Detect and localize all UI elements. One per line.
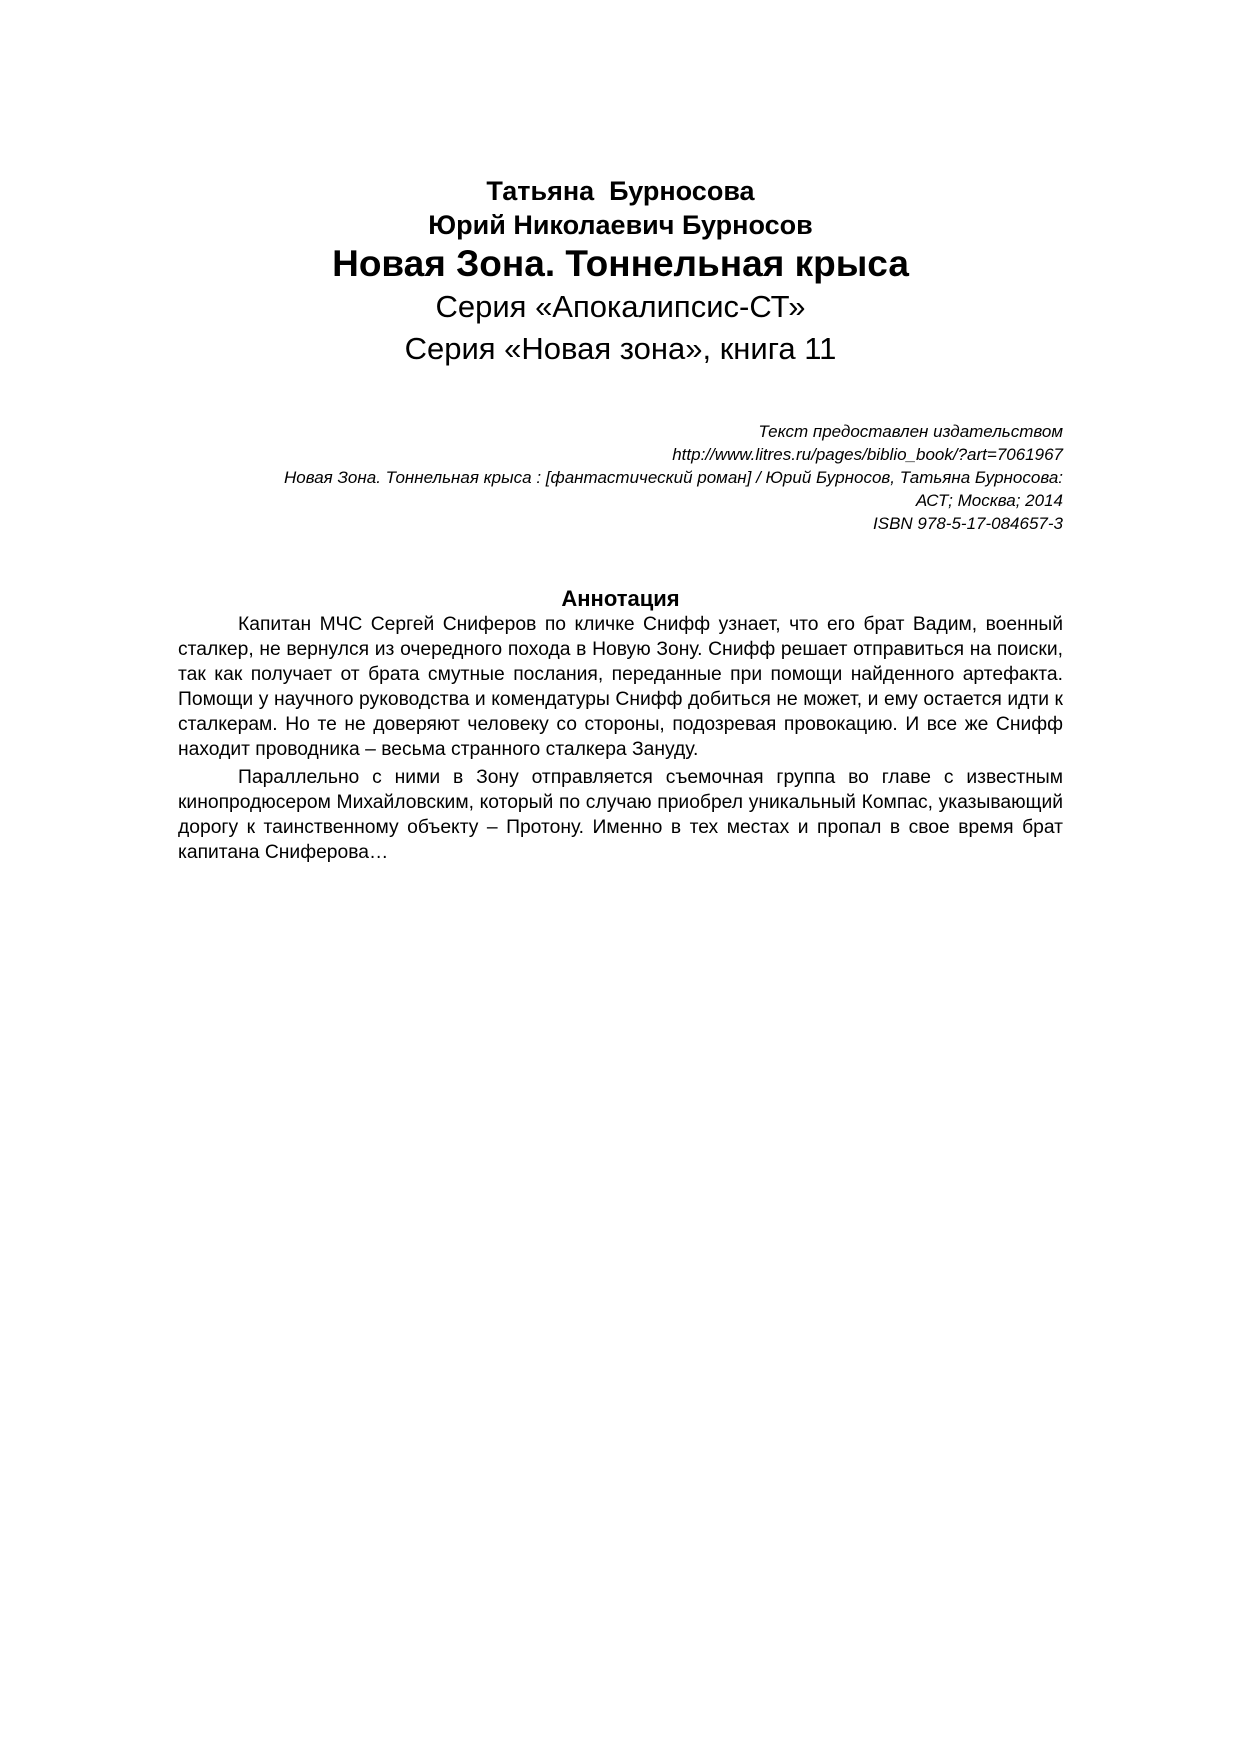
publication-info <box>178 420 1063 535</box>
provided-by-line: Текст предоставлен издательством <box>758 422 1063 441</box>
series-name: Серия «Апокалипсис-СТ» <box>435 289 806 324</box>
annotation-heading: Аннотация <box>561 586 680 611</box>
title-block <box>178 174 1063 370</box>
author-name: Татьяна Бурносова <box>486 176 755 206</box>
source-url: http://www.litres.ru/pages/biblio_book/?art=7061967 <box>672 445 1063 464</box>
annotation-paragraph: Параллельно с ними в Зону отправляется съемочная группа во главе с известным кинопродюсером Михайловским, который по случаю приобрел уникальный Компас, указывающий дорогу к таинственному объекту – Протону. Именно в тех местах и пропал в свое время брат капитана Сниферова… <box>178 767 1063 863</box>
book-title: Новая Зона. Тоннельная крыса <box>332 243 909 284</box>
isbn-line: ISBN 978-5-17-084657-3 <box>873 514 1063 533</box>
citation-line: Новая Зона. Тоннельная крыса : [фантастический роман] / Юрий Бурносов, Татьяна Бурносова: <box>284 468 1063 487</box>
annotation-body <box>178 612 1063 868</box>
author-name: Юрий Николаевич Бурносов <box>428 210 813 240</box>
annotation-paragraph: Капитан МЧС Сергей Сниферов по кличке Снифф узнает, что его брат Вадим, военный сталкер, не вернулся из очередного похода в Новую Зону. Снифф решает отправиться на поиски, так как получает от брата смутные послания, переданные при помощи найденного артефакта. Помощи у научного руководства и комендатуры Снифф добиться не может, и ему остается идти к сталкерам. Но те не доверяют человеку со стороны, подозревая провокацию. И все же Снифф находит проводника – весьма странного сталкера Зануду. <box>178 614 1063 760</box>
series-name: Серия «Новая зона», книга 11 <box>404 331 837 366</box>
citation-line: АСТ; Москва; 2014 <box>915 491 1063 510</box>
